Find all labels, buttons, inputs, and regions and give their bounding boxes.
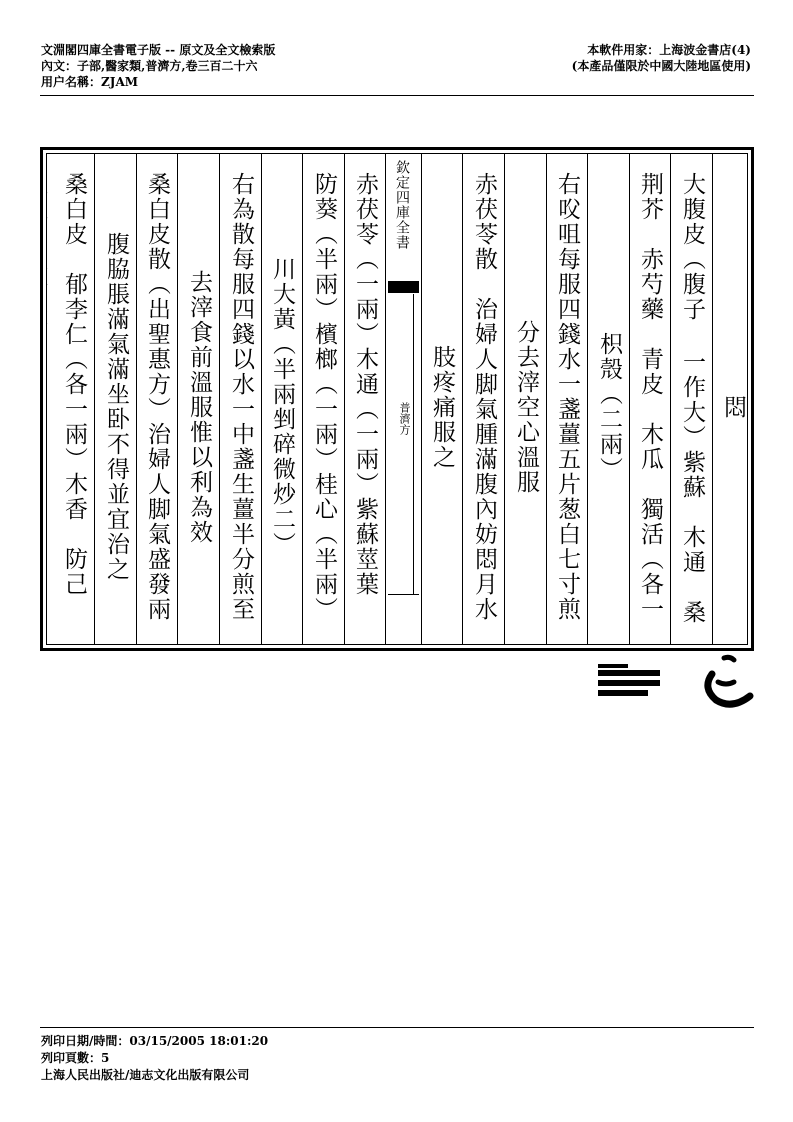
header-divider xyxy=(40,95,754,96)
column-text: 腹脇脹滿氣滿坐卧不得並宜治之 xyxy=(103,232,129,582)
column-text: 荆芥 赤芍藥 青皮 木瓜 獨活（各一 xyxy=(637,172,663,622)
header-title: 文淵閣四庫全書電子版 -- 原文及全文檢索版 xyxy=(41,43,276,57)
center-band xyxy=(385,154,421,644)
print-datetime: 列印日期/時間：03/15/2005 18:01:20 xyxy=(41,1034,269,1048)
column-text: 大腹皮（腹子 一作大）紫蘇 木通 桑 xyxy=(679,172,705,625)
column-text: 右㕮咀每服四錢水一盞薑五片葱白七寸煎 xyxy=(554,172,580,622)
text-column xyxy=(462,154,504,644)
text-column xyxy=(47,154,94,644)
text-column xyxy=(504,154,546,644)
band-title: 欽定四庫全書 xyxy=(394,160,410,250)
text-column xyxy=(670,154,712,644)
column-text: 分去滓空心溫服 xyxy=(513,319,539,495)
text-column xyxy=(546,154,587,644)
band-book-name: 普濟方 xyxy=(398,402,411,435)
band-divider xyxy=(388,594,419,595)
text-column xyxy=(219,154,261,644)
column-text: 桑白皮散（出聖惠方）治婦人脚氣盛發兩 xyxy=(144,172,170,622)
text-column xyxy=(421,154,462,644)
text-column xyxy=(94,154,136,644)
band-line xyxy=(413,294,414,594)
column-text: 赤茯苓散 治婦人脚氣腫滿腹內妨悶月水 xyxy=(471,172,497,622)
footer xyxy=(41,1033,268,1084)
text-column xyxy=(712,154,753,644)
column-text: 悶 xyxy=(720,394,746,420)
text-column xyxy=(177,154,219,644)
dizhi-logo-icon xyxy=(694,652,756,714)
header-content-path: 內文：子部,醫家類,普濟方,卷三百二十六 xyxy=(41,59,258,73)
publisher-logo-icon xyxy=(596,652,666,702)
text-column xyxy=(629,154,670,644)
column-text: 右為散每服四錢以水一中盞生薑半分煎至 xyxy=(228,172,254,622)
column-text: 防葵（半兩）檳榔（一兩）桂心（半兩） xyxy=(311,172,337,622)
column-text: 赤茯苓（一兩）木通（一兩）紫蘇莖葉 xyxy=(352,172,378,597)
page-frame xyxy=(40,147,754,651)
footer-divider xyxy=(40,1027,754,1028)
header-region-note: (本產品僅限於中國大陸地區使用) xyxy=(571,59,751,73)
column-text: 肢疼痛服之 xyxy=(429,344,455,470)
column-text: 去滓食前溫服惟以利為效 xyxy=(186,269,212,545)
text-column xyxy=(261,154,302,644)
band-fishtail xyxy=(388,281,419,293)
column-text: 枳殼（二兩） xyxy=(596,332,622,482)
text-column xyxy=(344,154,385,644)
header-licensee: 本軟件用家：上海波金書店(4) xyxy=(587,43,751,57)
header-left xyxy=(41,42,275,90)
publisher-names: 上海人民出版社/迪志文化出版有限公司 xyxy=(41,1068,250,1082)
text-column xyxy=(136,154,177,644)
column-text: 川大黃（半兩剉碎微炒二） xyxy=(269,257,295,557)
print-page-count: 列印頁數：5 xyxy=(41,1051,110,1065)
text-panel xyxy=(46,153,748,645)
text-column xyxy=(587,154,629,644)
header-username: 用户名稱：ZJAM xyxy=(41,75,139,89)
column-text: 桑白皮 郁李仁（各一兩）木香 防己 xyxy=(61,172,87,597)
header-right xyxy=(572,42,751,74)
text-column xyxy=(302,154,344,644)
